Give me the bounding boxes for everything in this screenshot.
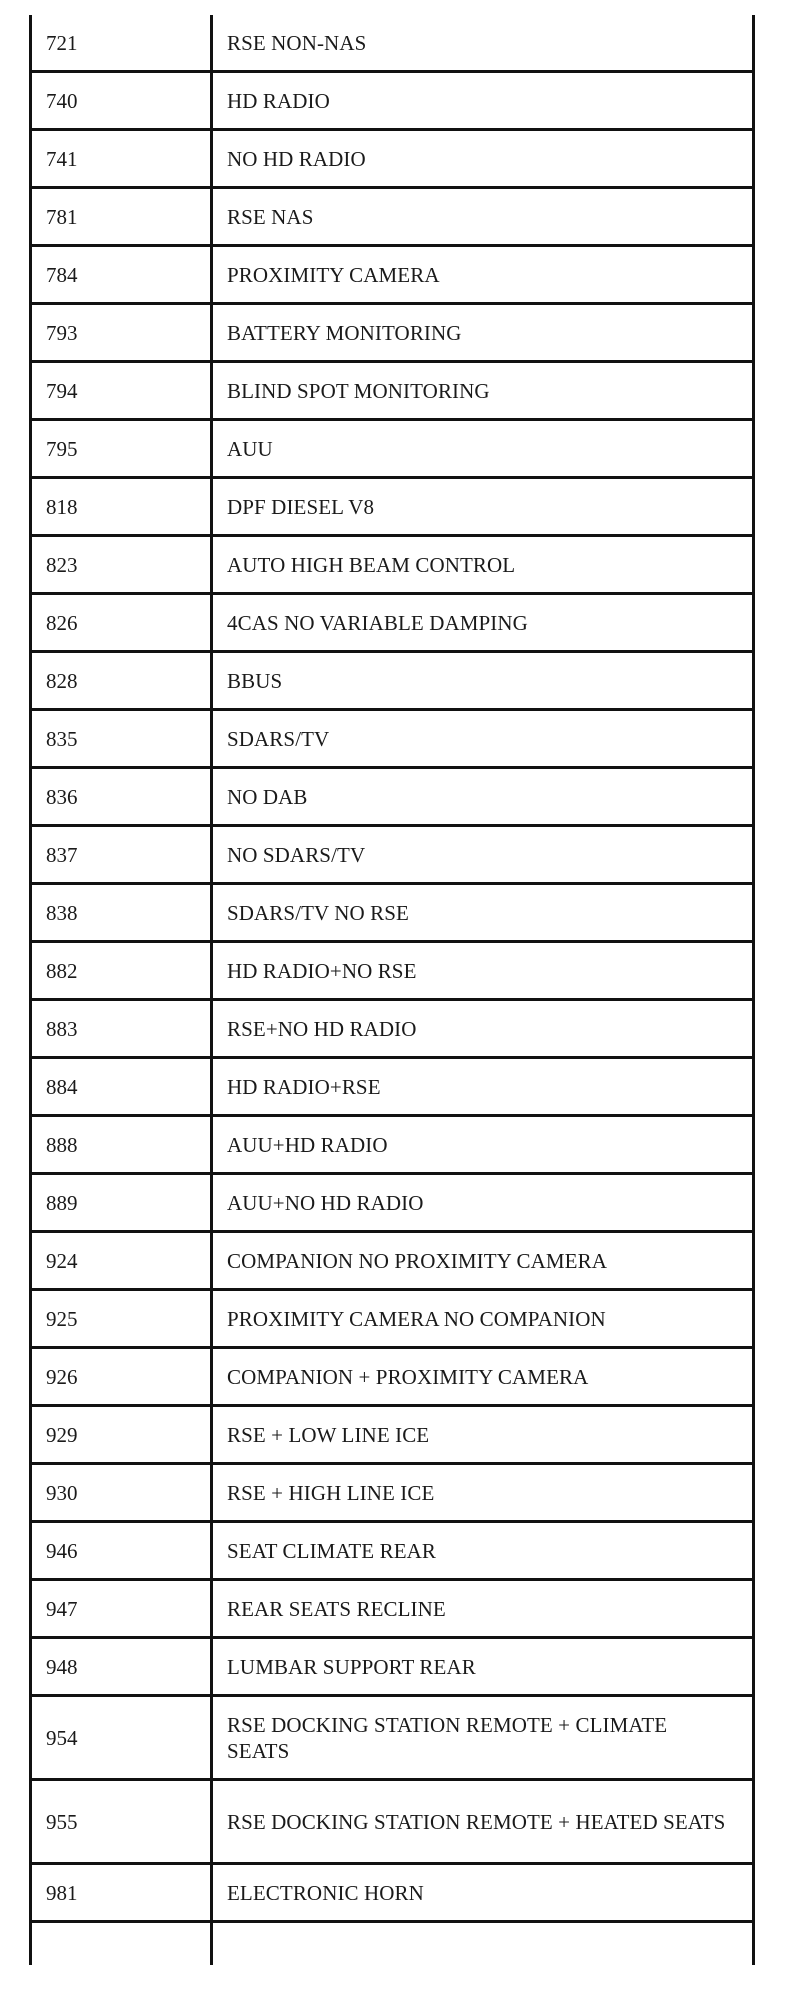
option-code: 981: [31, 1864, 212, 1922]
option-code: 954: [31, 1696, 212, 1780]
option-description: ELECTRONIC HORN: [212, 1864, 754, 1922]
table-row: [31, 130, 754, 188]
option-code: 818: [31, 478, 212, 536]
table-row: [31, 536, 754, 594]
table-row: [31, 304, 754, 362]
table-row: [31, 246, 754, 304]
option-description: RSE+NO HD RADIO: [212, 1000, 754, 1058]
option-description: BLIND SPOT MONITORING: [212, 362, 754, 420]
option-description: HD RADIO+NO RSE: [212, 942, 754, 1000]
table-row: [31, 594, 754, 652]
option-description: RSE + LOW LINE ICE: [212, 1406, 754, 1464]
table-row: [31, 710, 754, 768]
option-code: 793: [31, 304, 212, 362]
table-row: [31, 15, 754, 72]
table-row: [31, 884, 754, 942]
option-code: 948: [31, 1638, 212, 1696]
option-code: 947: [31, 1580, 212, 1638]
table-row: [31, 72, 754, 130]
option-description: NO SDARS/TV: [212, 826, 754, 884]
option-description: RSE NAS: [212, 188, 754, 246]
table-row: [31, 1580, 754, 1638]
table-row: [31, 652, 754, 710]
table-row: [31, 1864, 754, 1922]
table-row: [31, 942, 754, 1000]
option-description: RSE + HIGH LINE ICE: [212, 1464, 754, 1522]
table-row: [31, 1638, 754, 1696]
option-description: BATTERY MONITORING: [212, 304, 754, 362]
table-row: [31, 1174, 754, 1232]
option-description: RSE DOCKING STATION REMOTE + CLIMATE SEATS: [212, 1696, 754, 1780]
option-description: PROXIMITY CAMERA: [212, 246, 754, 304]
table-row: [31, 420, 754, 478]
empty-description-cell: [212, 1922, 754, 1966]
table-row: [31, 1406, 754, 1464]
option-code: 740: [31, 72, 212, 130]
table-row: [31, 478, 754, 536]
option-code: 836: [31, 768, 212, 826]
table-row: [31, 1290, 754, 1348]
option-description: RSE NON-NAS: [212, 15, 754, 72]
table-row: [31, 826, 754, 884]
option-code: 924: [31, 1232, 212, 1290]
table-row: [31, 1464, 754, 1522]
table-row: [31, 188, 754, 246]
option-description: PROXIMITY CAMERA NO COMPANION: [212, 1290, 754, 1348]
option-code: 828: [31, 652, 212, 710]
option-description: COMPANION NO PROXIMITY CAMERA: [212, 1232, 754, 1290]
option-description: AUU: [212, 420, 754, 478]
option-code: 784: [31, 246, 212, 304]
option-description: SDARS/TV: [212, 710, 754, 768]
option-description: LUMBAR SUPPORT REAR: [212, 1638, 754, 1696]
table-row: [31, 1058, 754, 1116]
table-row: [31, 1696, 754, 1780]
code-table-page: [29, 15, 752, 1965]
option-description: AUU+HD RADIO: [212, 1116, 754, 1174]
option-code: 889: [31, 1174, 212, 1232]
option-code: 882: [31, 942, 212, 1000]
option-description: COMPANION + PROXIMITY CAMERA: [212, 1348, 754, 1406]
option-description: SEAT CLIMATE REAR: [212, 1522, 754, 1580]
option-code: 884: [31, 1058, 212, 1116]
option-description: NO DAB: [212, 768, 754, 826]
table-row: [31, 362, 754, 420]
table-row: [31, 1000, 754, 1058]
table-row: [31, 1232, 754, 1290]
option-description: AUU+NO HD RADIO: [212, 1174, 754, 1232]
table-row: [31, 1116, 754, 1174]
option-code: 946: [31, 1522, 212, 1580]
option-code: 883: [31, 1000, 212, 1058]
option-code: 781: [31, 188, 212, 246]
option-code: 795: [31, 420, 212, 478]
option-description: NO HD RADIO: [212, 130, 754, 188]
option-code: 794: [31, 362, 212, 420]
empty-code-cell: [31, 1922, 212, 1966]
option-code: 955: [31, 1780, 212, 1864]
option-code: 888: [31, 1116, 212, 1174]
table-row: [31, 1348, 754, 1406]
option-code-table-body: [31, 15, 754, 1965]
empty-table-row: [31, 1922, 754, 1966]
option-code: 930: [31, 1464, 212, 1522]
option-description: HD RADIO+RSE: [212, 1058, 754, 1116]
option-code: 721: [31, 15, 212, 72]
table-row: [31, 768, 754, 826]
table-row: [31, 1780, 754, 1864]
option-code: 838: [31, 884, 212, 942]
option-description: RSE DOCKING STATION REMOTE + HEATED SEATS: [212, 1780, 754, 1864]
option-code: 826: [31, 594, 212, 652]
option-code: 926: [31, 1348, 212, 1406]
option-code: 823: [31, 536, 212, 594]
option-code: 837: [31, 826, 212, 884]
option-description: BBUS: [212, 652, 754, 710]
option-code-table: [29, 15, 755, 1965]
option-description: HD RADIO: [212, 72, 754, 130]
option-description: AUTO HIGH BEAM CONTROL: [212, 536, 754, 594]
option-description: 4CAS NO VARIABLE DAMPING: [212, 594, 754, 652]
option-description: SDARS/TV NO RSE: [212, 884, 754, 942]
option-description: DPF DIESEL V8: [212, 478, 754, 536]
option-description: REAR SEATS RECLINE: [212, 1580, 754, 1638]
option-code: 925: [31, 1290, 212, 1348]
option-code: 835: [31, 710, 212, 768]
option-code: 929: [31, 1406, 212, 1464]
table-row: [31, 1522, 754, 1580]
option-code: 741: [31, 130, 212, 188]
